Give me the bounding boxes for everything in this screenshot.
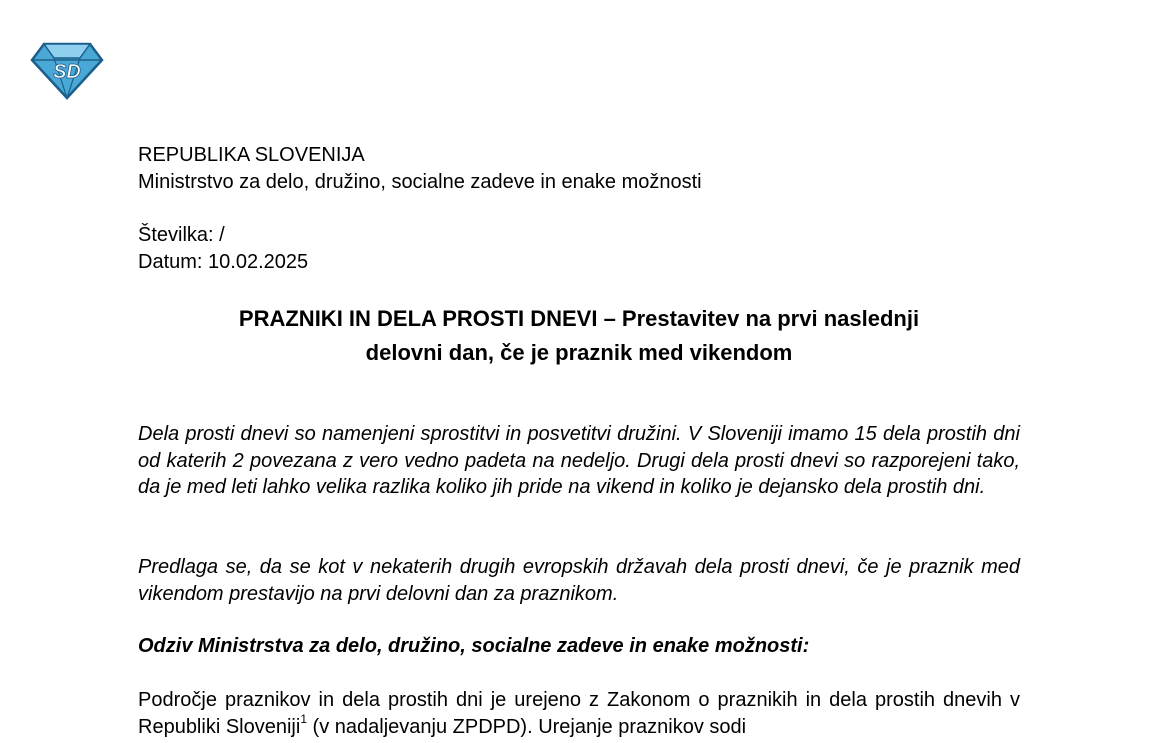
response-text-start: Področje praznikov in dela prostih dni je urejeno z Zakonom o praznikih in dela prostih dnevih v Republiki Sloveniji [138, 689, 1020, 738]
document-number [138, 222, 225, 249]
logo-lettering: SD [53, 61, 81, 83]
footnote-marker[interactable]: 1 [300, 711, 307, 726]
initiative-paragraph-2: Predlaga se, da se kot v nekaterih drugih evropskih državah dela prosti dnevi, če je praznik med vikendom prestavijo na prvi delovni dan za praznikom. [138, 556, 1020, 605]
country-heading: REPUBLIKA SLOVENIJA [138, 144, 365, 166]
title-line-1: PRAZNIKI IN DELA PROSTI DNEVI – Prestavitev na prvi naslednji [238, 306, 920, 331]
date-label: Datum: [138, 251, 203, 273]
title-line-2: delovni dan, če je praznik med vikendom [365, 340, 793, 365]
number-label: Številka: [138, 224, 214, 246]
response-paragraph [138, 687, 1020, 740]
date-value: 10.02.2025 [208, 251, 309, 273]
ministry-name: Ministrstvo za delo, družino, socialne zadeve in enake možnosti [138, 171, 702, 193]
response-heading: Odziv Ministrstva za delo, družino, socialne zadeve in enake možnosti: [138, 635, 810, 657]
document-title [138, 302, 1020, 370]
ministry-logo [30, 40, 104, 100]
initiative-paragraph-1: Dela prosti dnevi so namenjeni sprostitvi in posvetitvi družini. V Sloveniji imamo 15 dela prostih dni od katerih 2 povezana z vero vedno padeta na nedeljo. Drugi dela prosti dnevi so razporejeni tako, da je med leti lahko velika razlika koliko jih pride na vikend in koliko je dejansko dela prostih dni. [138, 423, 1020, 498]
diamond-logo-icon [30, 40, 104, 100]
document-date [138, 249, 308, 276]
number-value: / [219, 224, 225, 246]
response-text-end: (v nadaljevanju ZPDPD). Urejanje praznikov sodi [307, 715, 747, 738]
